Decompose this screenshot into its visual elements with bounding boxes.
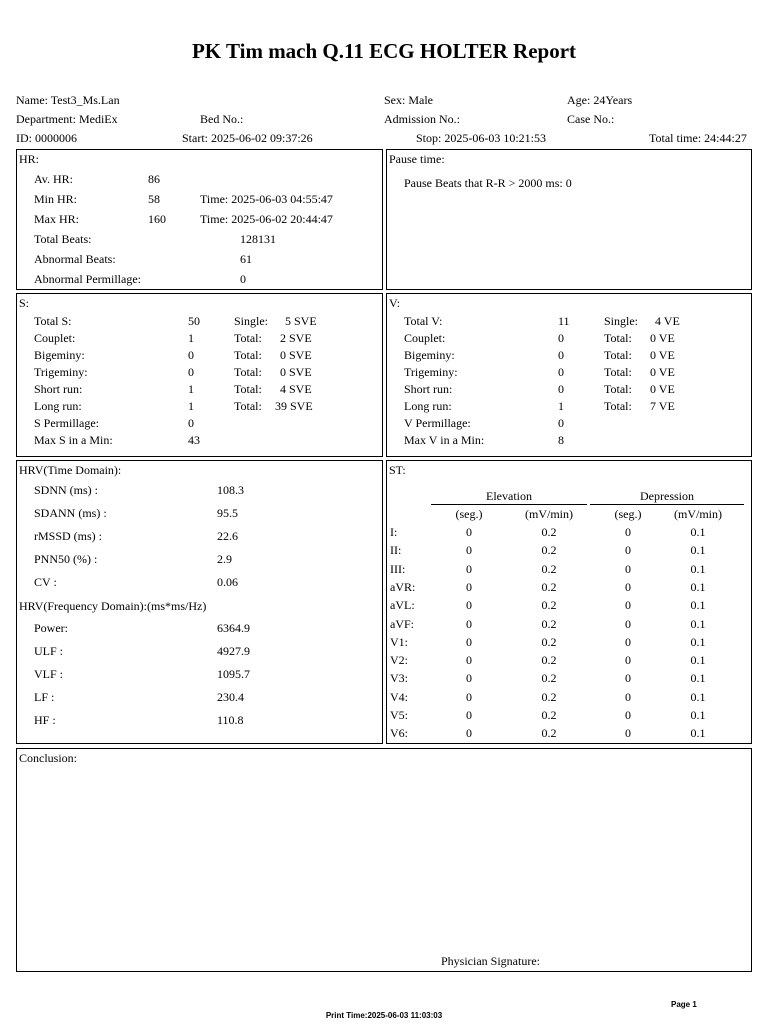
st-depression-mv: 0.1	[690, 543, 706, 558]
patient-admission: Admission No.:	[384, 112, 461, 126]
st-col-elevation-seg: (seg.)	[455, 507, 483, 521]
abnormal-permillage-label: Abnormal Permillage:	[34, 272, 141, 286]
v-row-sub-value: 7 VE	[650, 399, 675, 413]
st-depression-seg: 0	[625, 689, 631, 704]
st-lead: V4:	[390, 689, 408, 704]
s-title: S:	[19, 296, 30, 310]
min-hr-value: 58	[148, 192, 160, 206]
st-depression-seg: 0	[625, 708, 631, 722]
s-panel	[16, 293, 383, 457]
hrv-time-title: HRV(Time Domain):	[19, 463, 122, 477]
st-elevation-mv: 0.2	[541, 616, 557, 631]
print-time: Print Time:2025-06-03 11:03:03	[325, 1011, 443, 1020]
hrv-row-label: CV :	[34, 575, 57, 589]
v-row-sub-label: Total:	[604, 331, 632, 345]
hrv-freq-row-value: 6364.9	[217, 621, 250, 635]
patient-id: ID: 0000006	[16, 131, 77, 145]
s-row-value: 50	[188, 314, 200, 328]
st-col-elevation-mv: (mV/min)	[525, 507, 573, 521]
s-row-sub-value: 0 SVE	[280, 348, 312, 362]
v-row-sub-label: Total:	[604, 348, 632, 362]
st-panel	[386, 460, 752, 744]
v-row-label: Trigeminy:	[404, 365, 458, 379]
v-row-value: 1	[558, 399, 564, 413]
st-elevation-header: Elevation	[486, 489, 532, 503]
st-elevation-seg: 0	[466, 579, 472, 594]
st-elevation-seg: 0	[466, 525, 472, 539]
v-row-value: 11	[558, 314, 570, 328]
s-row-value: 1	[188, 399, 194, 413]
s-row-label: Long run:	[34, 399, 82, 413]
s-row-sub-label: Total:	[234, 365, 262, 379]
s-row-value: 43	[188, 433, 200, 447]
v-row-label: Bigeminy:	[404, 348, 455, 362]
v-row-sub-label: Total:	[604, 382, 632, 396]
total-beats-value: 128131	[240, 232, 276, 246]
st-elevation-mv: 0.2	[541, 689, 557, 704]
st-elevation-mv: 0.2	[541, 708, 557, 722]
v-row-sub-value: 0 VE	[650, 382, 675, 396]
st-elevation-mv: 0.2	[541, 671, 557, 686]
record-start: Start: 2025-06-02 09:37:26	[182, 131, 313, 145]
st-depression-seg: 0	[625, 616, 631, 631]
hrv-freq-row-label: LF :	[34, 690, 55, 704]
v-row-sub-label: Total:	[604, 365, 632, 379]
hr-title: HR:	[19, 152, 40, 166]
total-beats-label: Total Beats:	[34, 232, 92, 246]
st-elevation-seg: 0	[466, 671, 472, 686]
s-row-label: Short run:	[34, 382, 83, 396]
max-hr-time: Time: 2025-06-02 20:44:47	[200, 212, 333, 226]
v-row-value: 0	[558, 348, 564, 362]
st-depression-rule	[590, 504, 744, 505]
hrv-freq-row-label: HF :	[34, 713, 56, 727]
hrv-freq-row-value: 4927.9	[217, 644, 250, 658]
st-lead: aVL:	[390, 598, 415, 613]
st-depression-seg: 0	[625, 671, 631, 686]
v-row-value: 0	[558, 365, 564, 379]
st-elevation-mv: 0.2	[541, 525, 557, 539]
v-row-label: Max V in a Min:	[404, 433, 485, 447]
av-hr-label: Av. HR:	[34, 172, 73, 186]
pause-beats-text: Pause Beats that R-R > 2000 ms: 0	[404, 176, 572, 190]
hrv-row-label: rMSSD (ms) :	[34, 529, 103, 543]
s-row-sub-value: 4 SVE	[280, 382, 312, 396]
hrv-row-label: SDANN (ms) :	[34, 506, 107, 520]
st-elevation-seg: 0	[466, 726, 472, 741]
st-elevation-mv: 0.2	[541, 598, 557, 613]
abnormal-beats-label: Abnormal Beats:	[34, 252, 116, 266]
v-row-value: 0	[558, 382, 564, 396]
hrv-frequency-title: HRV(Frequency Domain):(ms*ms/Hz)	[19, 599, 207, 613]
s-row-label: Couplet:	[34, 331, 76, 345]
s-row-sub-value: 0 SVE	[280, 365, 312, 379]
st-depression-mv: 0.1	[690, 598, 706, 613]
st-depression-seg: 0	[625, 634, 631, 649]
s-row-sub-value: 2 SVE	[280, 331, 312, 345]
hrv-freq-row-value: 1095.7	[217, 667, 250, 681]
st-elevation-mv: 0.2	[541, 653, 557, 668]
st-depression-mv: 0.1	[690, 634, 706, 649]
min-hr-time: Time: 2025-06-03 04:55:47	[200, 192, 333, 206]
hrv-row-value: 22.6	[217, 529, 238, 543]
st-depression-seg: 0	[625, 525, 631, 539]
st-depression-mv: 0.1	[690, 653, 706, 668]
st-elevation-rule	[431, 504, 587, 505]
patient-case: Case No.:	[567, 112, 615, 126]
patient-department: Department: MediEx	[16, 112, 118, 126]
patient-age: Age: 24Years	[567, 93, 633, 107]
s-row-sub-label: Total:	[234, 399, 262, 413]
patient-bed: Bed No.:	[200, 112, 244, 126]
hrv-row-label: PNN50 (%) :	[34, 552, 98, 566]
st-lead: II:	[390, 543, 402, 558]
max-hr-label: Max HR:	[34, 212, 79, 226]
st-lead: I:	[390, 525, 398, 539]
v-row-sub-value: 4 VE	[655, 314, 680, 328]
v-row-label: Long run:	[404, 399, 452, 413]
conclusion-panel	[16, 748, 752, 972]
v-title: V:	[389, 296, 401, 310]
s-row-sub-label: Total:	[234, 348, 262, 362]
hrv-panel	[16, 460, 383, 744]
st-elevation-mv: 0.2	[541, 543, 557, 558]
abnormal-beats-value: 61	[240, 252, 252, 266]
v-row-label: V Permillage:	[404, 416, 471, 430]
v-row-label: Total V:	[404, 314, 443, 328]
st-elevation-mv: 0.2	[541, 726, 557, 741]
v-row-label: Couplet:	[404, 331, 446, 345]
st-elevation-seg: 0	[466, 598, 472, 613]
s-row-value: 0	[188, 365, 194, 379]
st-elevation-seg: 0	[466, 689, 472, 704]
st-depression-mv: 0.1	[690, 561, 706, 576]
v-panel	[386, 293, 752, 457]
s-row-value: 0	[188, 416, 194, 430]
conclusion-title: Conclusion:	[19, 751, 78, 765]
record-total-time: Total time: 24:44:27	[649, 131, 747, 145]
st-depression-seg: 0	[625, 653, 631, 668]
st-depression-mv: 0.1	[690, 579, 706, 594]
s-row-sub-label: Single:	[234, 314, 269, 328]
s-row-label: Trigeminy:	[34, 365, 88, 379]
st-lead: aVF:	[390, 616, 414, 631]
v-row-sub-value: 0 VE	[650, 348, 675, 362]
st-depression-seg: 0	[625, 543, 631, 558]
st-elevation-seg: 0	[466, 634, 472, 649]
st-lead: V5:	[390, 708, 408, 722]
st-depression-mv: 0.1	[690, 708, 706, 722]
v-row-sub-value: 0 VE	[650, 365, 675, 379]
st-title: ST:	[389, 463, 406, 477]
v-row-value: 0	[558, 331, 564, 345]
st-lead: aVR:	[390, 579, 416, 594]
s-row-label: S Permillage:	[34, 416, 99, 430]
v-row-value: 8	[558, 433, 564, 447]
pause-title: Pause time:	[389, 152, 445, 166]
st-depression-seg: 0	[625, 561, 631, 576]
record-stop: Stop: 2025-06-03 10:21:53	[416, 131, 547, 145]
av-hr-value: 86	[148, 172, 160, 186]
st-depression-seg: 0	[625, 579, 631, 594]
st-elevation-seg: 0	[466, 708, 472, 722]
report-title: PK Tim mach Q.11 ECG HOLTER Report	[191, 39, 577, 63]
st-depression-mv: 0.1	[690, 525, 706, 539]
hrv-freq-row-label: Power:	[34, 621, 68, 635]
st-lead: V6:	[390, 726, 408, 741]
st-depression-seg: 0	[625, 726, 631, 741]
hrv-row-value: 95.5	[217, 506, 238, 520]
st-elevation-seg: 0	[466, 616, 472, 631]
st-depression-mv: 0.1	[690, 616, 706, 631]
v-row-sub-value: 0 VE	[650, 331, 675, 345]
st-col-depression-seg: (seg.)	[614, 507, 642, 521]
st-lead: V2:	[390, 653, 408, 668]
s-row-sub-value: 39 SVE	[275, 399, 313, 413]
v-row-value: 0	[558, 416, 564, 430]
v-row-sub-label: Total:	[604, 399, 632, 413]
s-row-label: Max S in a Min:	[34, 433, 113, 447]
hrv-freq-row-label: ULF :	[34, 644, 64, 658]
hrv-freq-row-value: 110.8	[217, 713, 244, 727]
v-row-sub-label: Single:	[604, 314, 639, 328]
hrv-row-value: 2.9	[217, 552, 232, 566]
hrv-freq-row-label: VLF :	[34, 667, 64, 681]
st-elevation-seg: 0	[466, 543, 472, 558]
s-row-value: 1	[188, 382, 194, 396]
v-row-label: Short run:	[404, 382, 453, 396]
st-lead: III:	[390, 561, 406, 576]
page-number: Page 1	[671, 1000, 697, 1009]
s-row-sub-value: 5 SVE	[285, 314, 317, 328]
max-hr-value: 160	[148, 212, 166, 226]
s-row-value: 0	[188, 348, 194, 362]
st-elevation-mv: 0.2	[541, 561, 557, 576]
s-row-value: 1	[188, 331, 194, 345]
hrv-row-value: 0.06	[217, 575, 238, 589]
abnormal-permillage-value: 0	[240, 272, 246, 286]
st-depression-mv: 0.1	[690, 726, 706, 741]
patient-name: Name: Test3_Ms.Lan	[16, 93, 120, 107]
patient-sex: Sex: Male	[384, 93, 433, 107]
st-elevation-seg: 0	[466, 561, 472, 576]
st-elevation-seg: 0	[466, 653, 472, 668]
st-elevation-mv: 0.2	[541, 579, 557, 594]
s-row-label: Bigeminy:	[34, 348, 85, 362]
hr-panel	[16, 149, 383, 290]
physician-signature-label: Physician Signature:	[441, 954, 540, 968]
hrv-freq-row-value: 230.4	[217, 690, 244, 704]
min-hr-label: Min HR:	[34, 192, 78, 206]
st-col-depression-mv: (mV/min)	[674, 507, 722, 521]
s-row-sub-label: Total:	[234, 382, 262, 396]
s-row-label: Total S:	[34, 314, 72, 328]
s-row-sub-label: Total:	[234, 331, 262, 345]
hrv-row-value: 108.3	[217, 483, 244, 497]
st-lead: V1:	[390, 634, 408, 649]
st-lead: V3:	[390, 671, 408, 686]
hrv-row-label: SDNN (ms) :	[34, 483, 99, 497]
st-depression-mv: 0.1	[690, 671, 706, 686]
st-depression-seg: 0	[625, 598, 631, 613]
pause-panel	[386, 149, 752, 290]
st-elevation-mv: 0.2	[541, 634, 557, 649]
st-depression-header: Depression	[640, 489, 694, 503]
st-depression-mv: 0.1	[690, 689, 706, 704]
